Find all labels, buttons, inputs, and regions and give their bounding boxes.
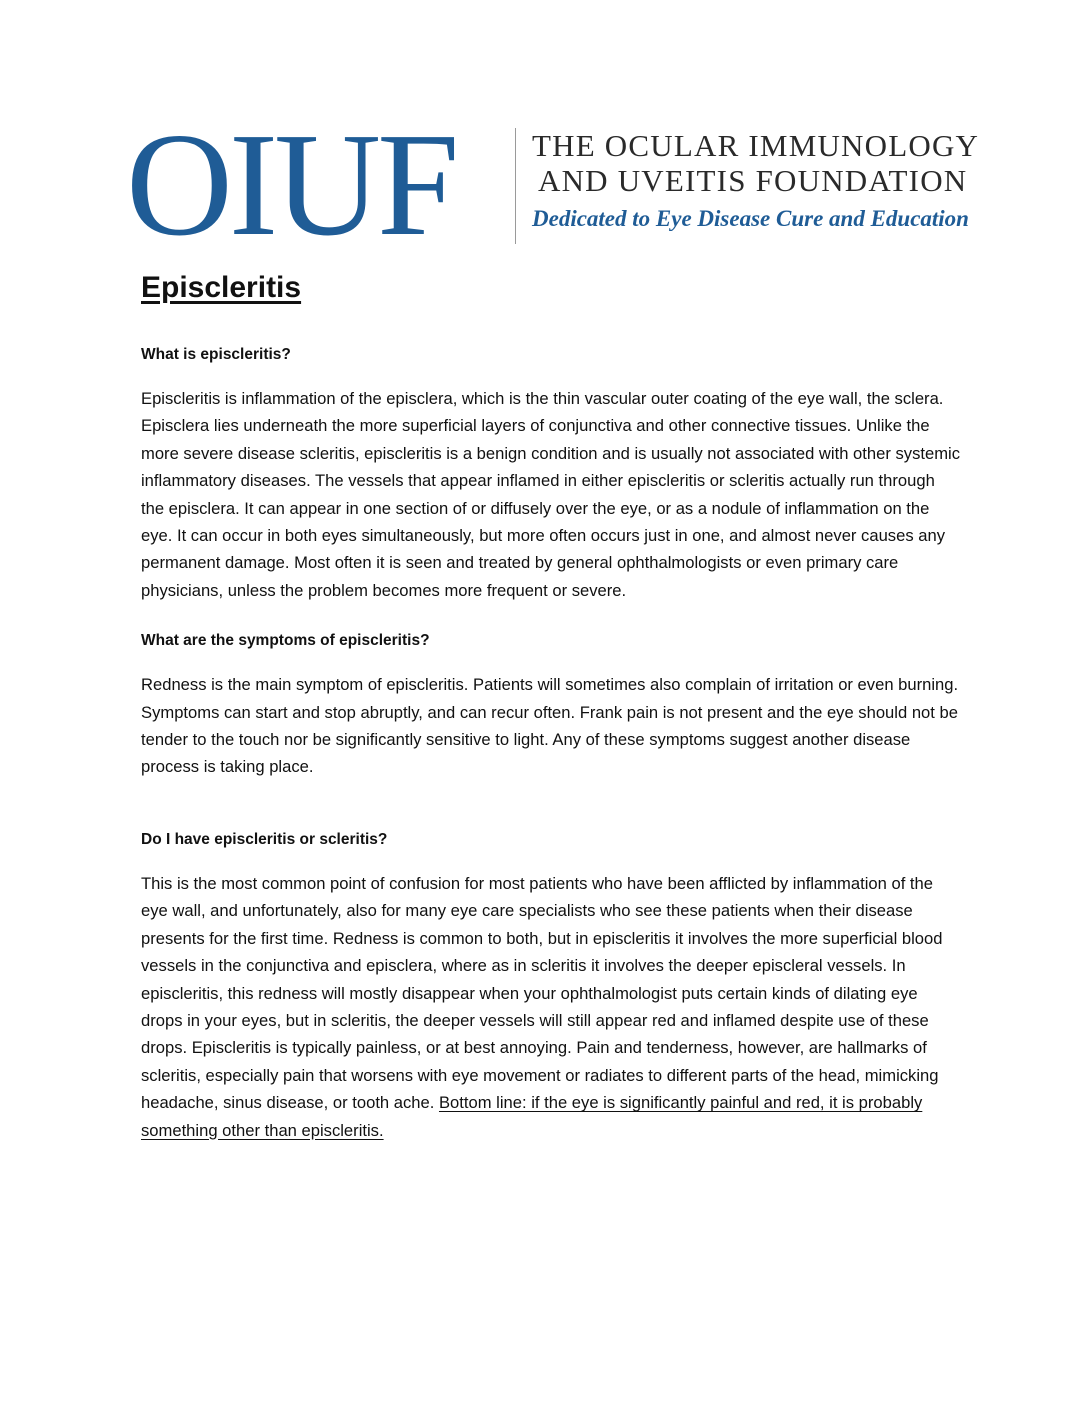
- logo-name-line-1: THE OCULAR IMMUNOLOGY: [532, 128, 980, 163]
- logo-organization-name: [532, 128, 979, 198]
- section-heading-symptoms: What are the symptoms of episcleritis?: [141, 632, 430, 650]
- logo-name-line-2: AND UVEITIS FOUNDATION: [538, 163, 968, 198]
- bottom-line-emphasis: Bottom line: if the eye is significantly painful and red, it is probably something other than episcleritis.: [141, 1093, 923, 1140]
- section-body-symptoms: Redness is the main symptom of episcleritis. Patients will sometimes also complain of irritation or even burning. Symptoms can start and stop abruptly, and can recur often. Frank pain is not present and the eye should not be tender to the touch nor be significantly sensitive to light. Any of these symptoms suggest another disease process is taking place.: [141, 675, 959, 777]
- section-heading-episcleritis-or-scleritis: Do I have episcleritis or scleritis?: [141, 830, 388, 848]
- section-body-what-is: Episcleritis is inflammation of the episclera, which is the thin vascular outer coating of the eye wall, the sclera. Episclera lies underneath the more superficial layers of conjunctiva and other connective tissues. Unlike the more severe disease scleritis, episcleritis is a benign condition and is usually not associated with other systemic inflammatory diseases. The vessels that appear inflamed in either episcleritis or scleritis actually run through the episclera. It can appear in one section of or diffusely over the eye, or as a nodule of inflammation on the eye. It can occur in both eyes simultaneously, but more often occurs just in one, and almost never causes any permanent damage. Most often it is seen and treated by general ophthalmologists or even primary care physicians, unless the problem becomes more frequent or severe.: [141, 389, 961, 600]
- logo-divider: [515, 128, 516, 244]
- section-body-text: This is the most common point of confusion for most patients who have been afflicted by inflammation of the eye wall, and unfortunately, also for many eye care specialists who see these patients when their disease presents for the first time. Redness is common to both, but in episcleritis it involves the more superficial blood vessels in the conjunctiva and episclera, where as in scleritis it involves the deeper episcleral vessels. In episcleritis, this redness will mostly disappear when your ophthalmologist puts certain kinds of dilating eye drops in your eyes, but in scleritis, the deeper vessels will still appear red and inflamed despite use of these drops. Episcleritis is typically painless, or at best annoying. Pain and tenderness, however, are hallmarks of scleritis, especially pain that worsens with eye movement or radiates to different parts of the head, mimicking headache, sinus disease, or tooth ache.: [141, 873, 943, 1113]
- logo-mark: OIUF: [126, 103, 456, 267]
- section-body-episcleritis-or-scleritis: [141, 870, 961, 1144]
- logo-tagline: Dedicated to Eye Disease Cure and Education: [532, 206, 969, 231]
- document-title: Episcleritis: [141, 271, 302, 304]
- document-content: [141, 266, 961, 1144]
- oiuf-logo: [126, 103, 980, 267]
- section-heading-what-is: What is episcleritis?: [141, 346, 291, 363]
